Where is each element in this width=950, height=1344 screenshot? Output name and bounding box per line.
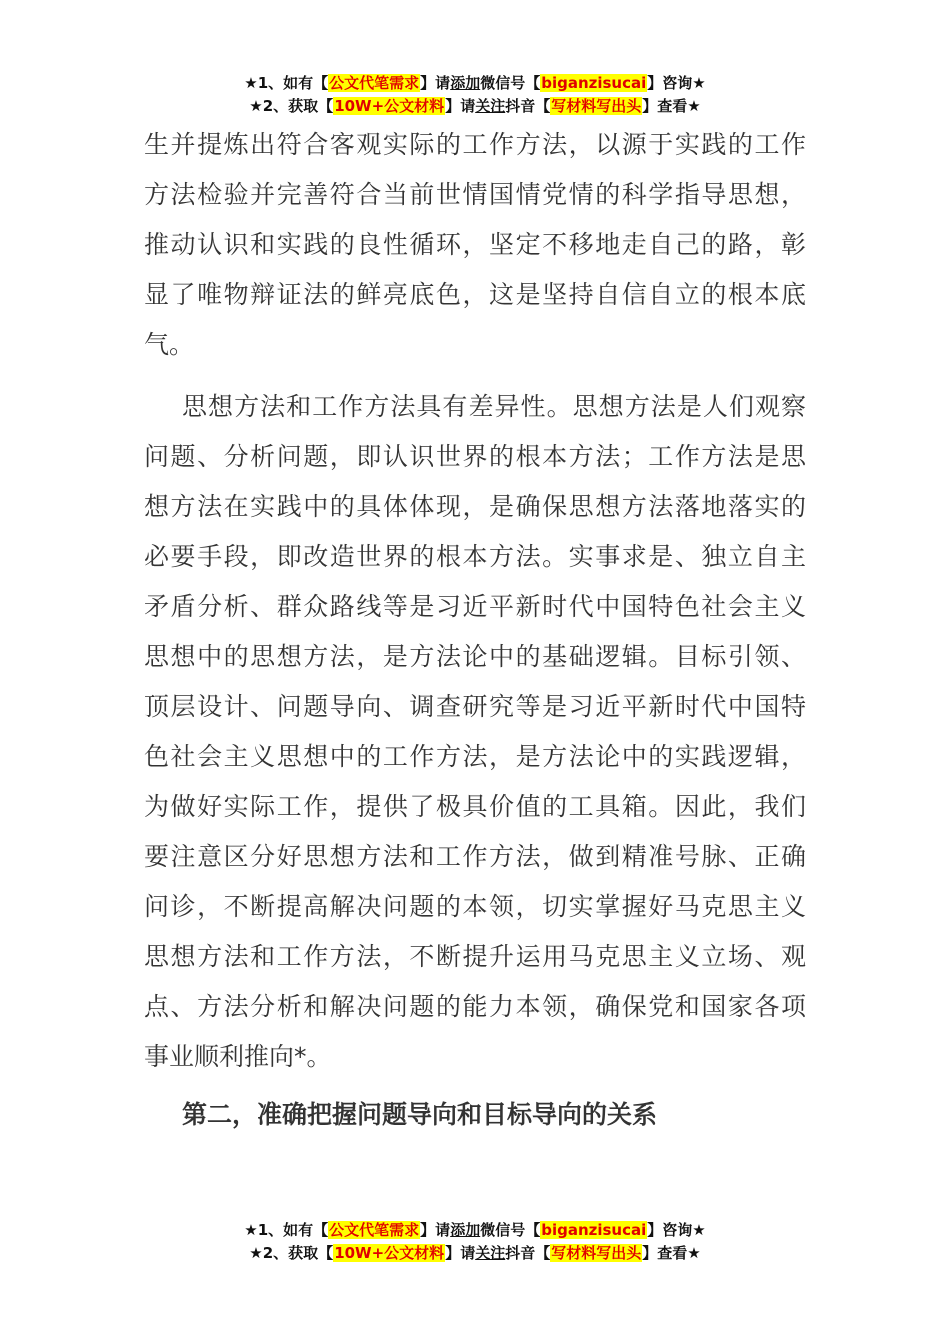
banner-underline: 关注 [475,97,506,115]
text-line: 生并提炼出符合客观实际的工作方法，以源于实践的工作 [144,130,806,159]
text-line: 气。 [144,330,195,359]
banner-highlight: 公文代笔需求 [329,74,420,92]
paragraph-1 [144,120,806,370]
banner-text: 微信号【 [480,1221,541,1239]
text-line: 事业顺利推向*。 [144,1042,332,1071]
banner-underline: 添加 [450,1221,481,1239]
text-line: 想方法在实践中的具体体现，是确保思想方法落地落实的 [144,492,806,521]
banner-text: 】请 [445,97,476,115]
banner-text: ★1、如有【 [244,1221,329,1239]
text-line: 思想中的思想方法，是方法论中的基础逻辑。目标引领、 [144,642,806,671]
banner-highlight: 公文代笔需求 [329,1221,420,1239]
banner-line-1 [0,72,950,95]
banner-highlight: 写材料写出头 [551,1244,642,1262]
banner-text: 】咨询★ [647,74,706,92]
banner-text: 微信号【 [480,74,541,92]
banner-underline: 关注 [475,1244,506,1262]
banner-highlight: biganzisucai [541,1221,647,1239]
banner-line-2 [0,95,950,118]
text-line: 推动认识和实践的良性循环，坚定不移地走自己的路，彰 [144,230,806,259]
banner-highlight: biganzisucai [541,74,647,92]
text-line: 点、方法分析和解决问题的能力本领，确保党和国家各项 [144,992,806,1021]
banner-highlight: 10W+公文材料 [334,1244,445,1262]
banner-text: 】请 [420,1221,451,1239]
text-line: 色社会主义思想中的工作方法，是方法论中的实践逻辑， [144,742,806,771]
banner-highlight: 10W+公文材料 [334,97,445,115]
banner-highlight: 写材料写出头 [551,97,642,115]
text-line: 为做好实际工作，提供了极具价值的工具箱。因此，我们 [144,792,806,821]
banner-text: 】查看★ [642,97,701,115]
banner-text: 】咨询★ [647,1221,706,1239]
text-line: 问题、分析问题，即认识世界的根本方法；工作方法是思 [144,442,806,471]
banner-text: 】查看★ [642,1244,701,1262]
header-banner [0,72,950,118]
banner-text: 抖音【 [505,1244,551,1262]
banner-text: 】请 [420,74,451,92]
banner-line-1 [0,1219,950,1242]
footer-banner [0,1219,950,1265]
banner-text: ★2、获取【 [249,1244,334,1262]
text-line: 思想方法和工作方法，不断提升运用马克思主义立场、观 [144,942,806,971]
text-line: 矛盾分析、群众路线等是习近平新时代中国特色社会主义 [144,592,806,621]
text-line: 顶层设计、问题导向、调查研究等是习近平新时代中国特 [144,692,806,721]
section-heading: 第二，准确把握问题导向和目标导向的关系 [182,1100,658,1129]
banner-line-2 [0,1242,950,1265]
banner-text: ★1、如有【 [244,74,329,92]
text-line: 思想方法和工作方法具有差异性。思想方法是人们观察 [182,392,806,421]
banner-text: ★2、获取【 [249,97,334,115]
text-line: 显了唯物辩证法的鲜亮底色，这是坚持自信自立的根本底 [144,280,806,309]
text-line: 方法检验并完善符合当前世情国情党情的科学指导思想， [144,180,806,209]
banner-text: 抖音【 [505,97,551,115]
document-body [144,120,806,1094]
paragraph-2 [144,382,806,1082]
banner-text: 】请 [445,1244,476,1262]
text-line: 必要手段，即改造世界的根本方法。实事求是、独立自主 [144,542,806,571]
text-line: 要注意区分好思想方法和工作方法，做到精准号脉、正确 [144,842,806,871]
banner-underline: 添加 [450,74,481,92]
text-line: 问诊，不断提高解决问题的本领，切实掌握好马克思主义 [144,892,806,921]
